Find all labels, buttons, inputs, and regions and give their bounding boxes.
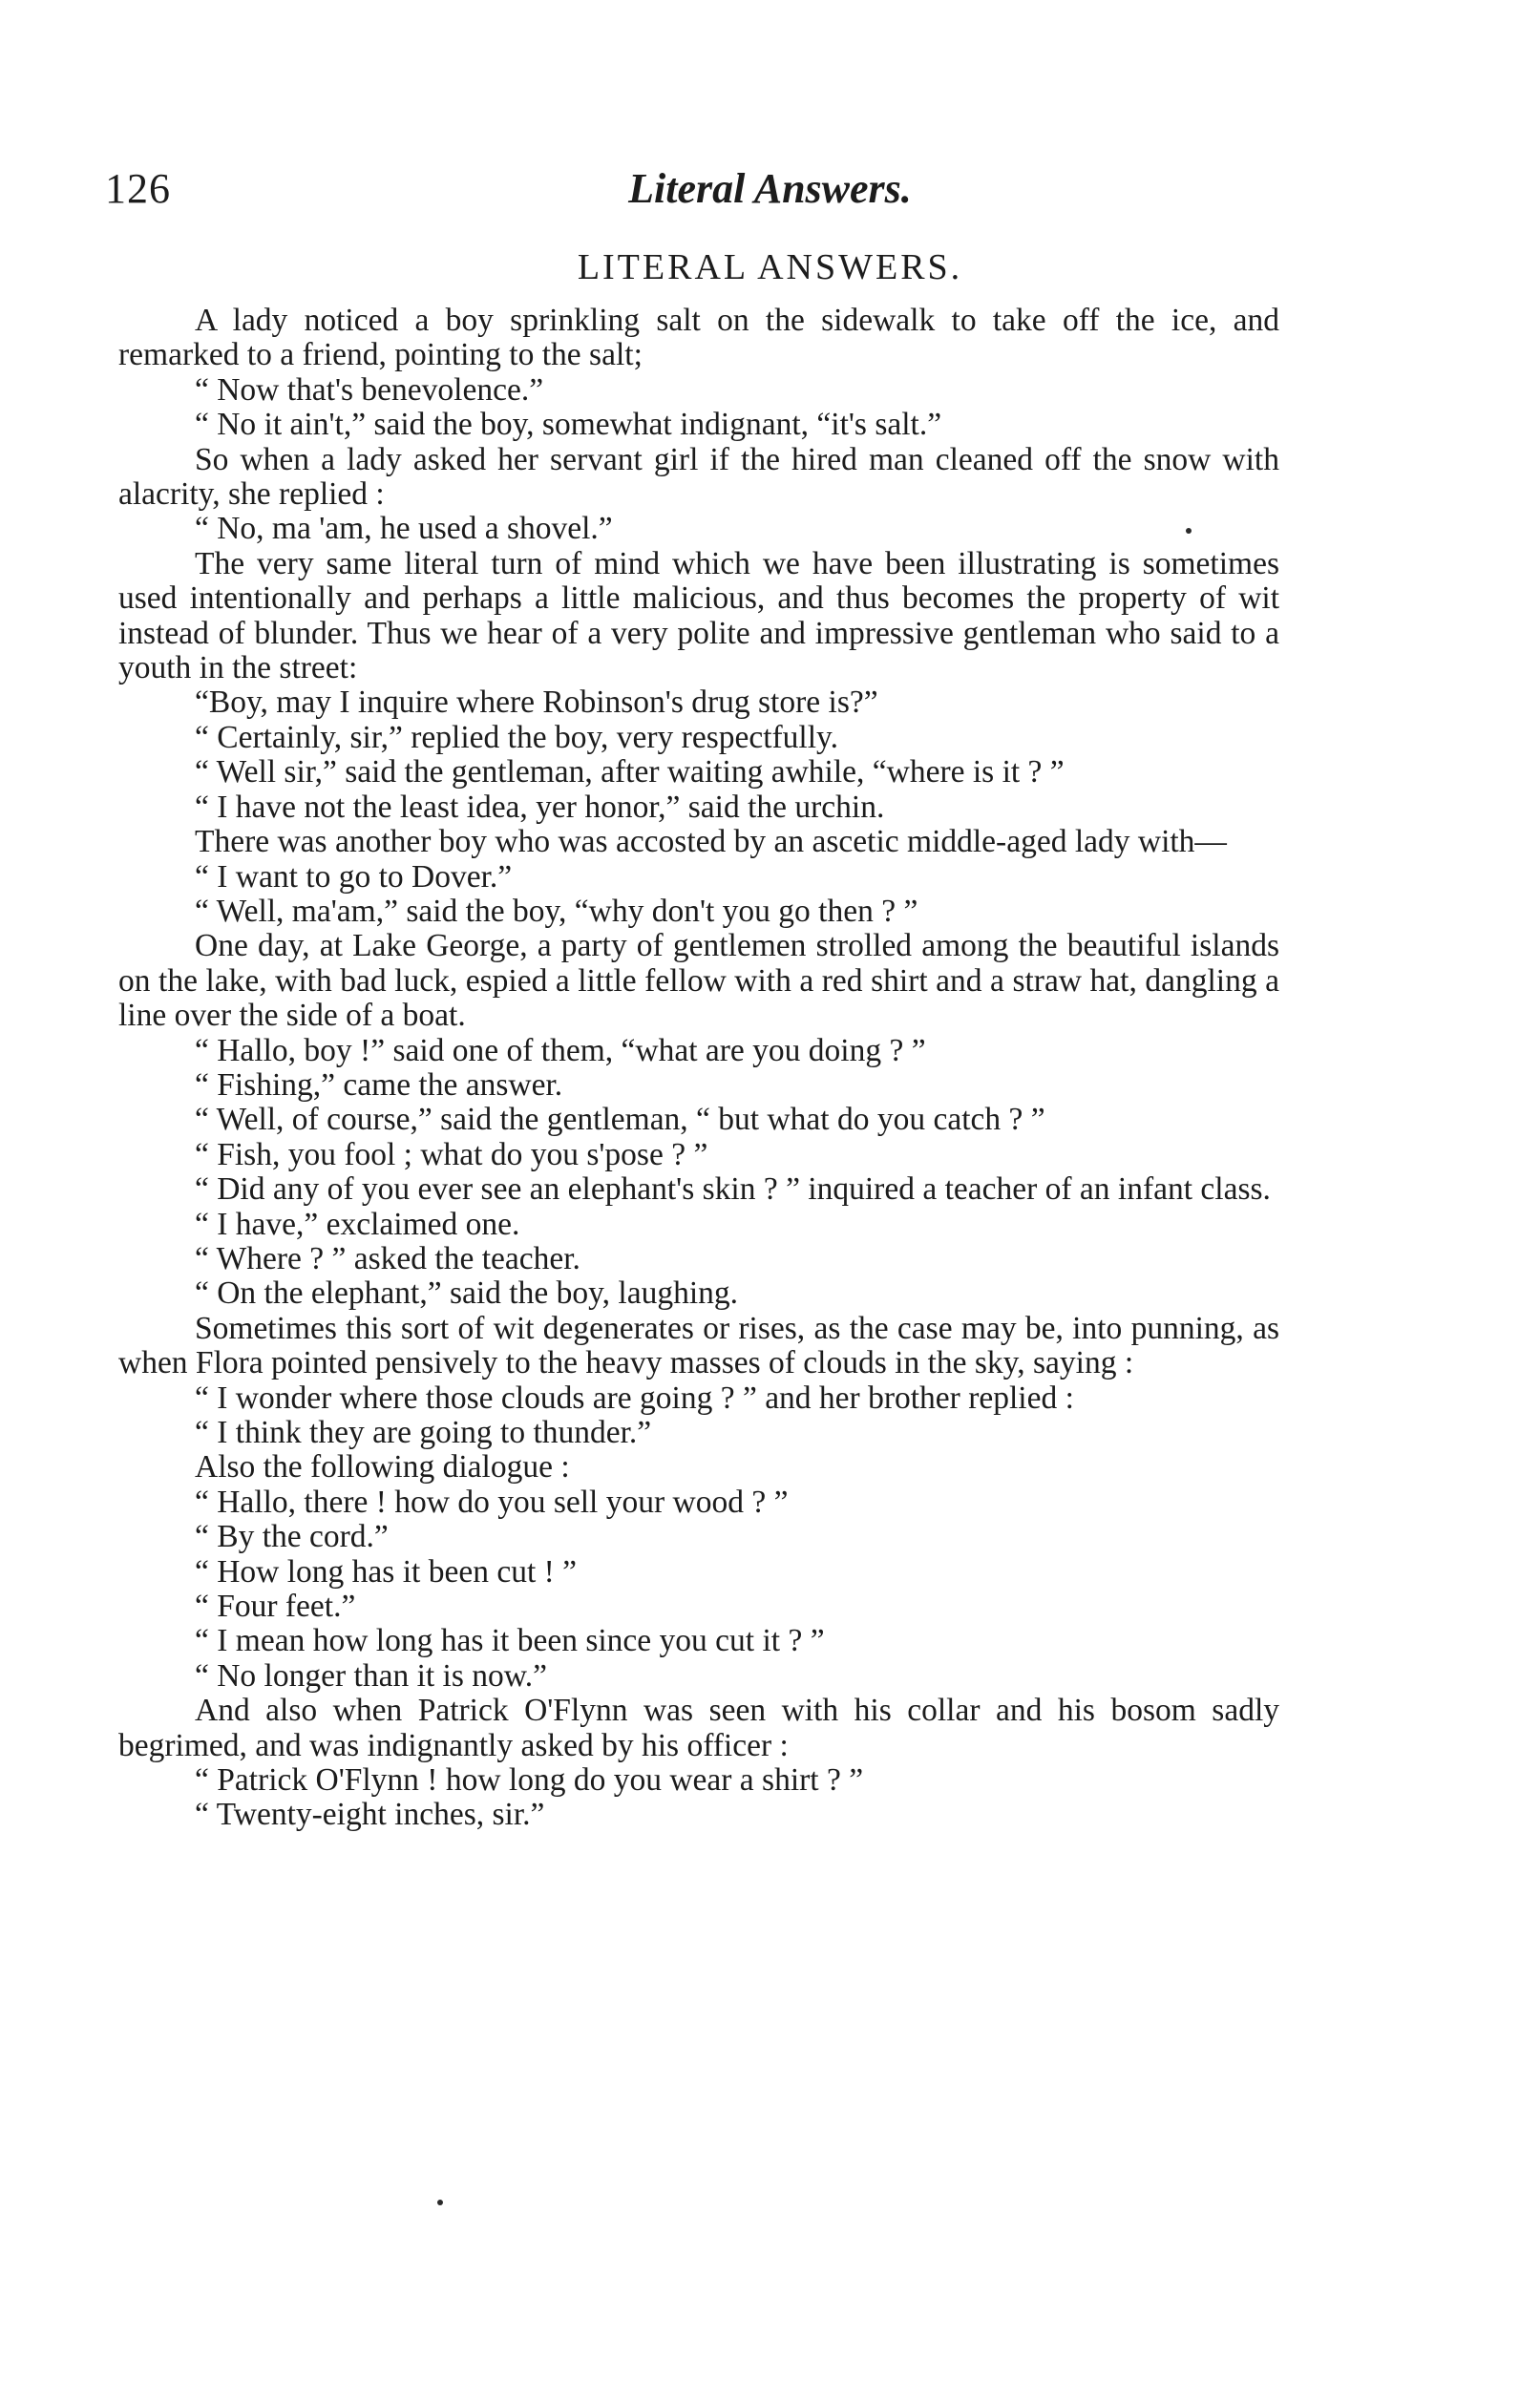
print-speck xyxy=(1186,528,1192,534)
paragraph: Also the following dialogue : xyxy=(195,1449,570,1485)
page-number: 126 xyxy=(105,165,171,212)
dialogue-line: “ Hallo, there ! how do you sell your wood ? ” xyxy=(195,1484,789,1520)
paragraph: “ Did any of you ever see an elephant's skin ? ” inquired a teacher of an infant class. xyxy=(195,1171,1271,1208)
dialogue-line: “ Now that's benevolence.” xyxy=(195,371,544,408)
dialogue-line: “ I have,” exclaimed one. xyxy=(195,1206,520,1242)
dialogue-line: “ No, ma 'am, he used a shovel.” xyxy=(195,511,613,547)
print-speck xyxy=(437,2200,443,2205)
dialogue-line: “ No longer than it is now.” xyxy=(195,1657,548,1694)
dialogue-line: “ Fishing,” came the answer. xyxy=(195,1066,563,1103)
dialogue-line: “ Well, ma'am,” said the boy, “why don't you go then ? ” xyxy=(195,893,918,929)
dialogue-line: “ Four feet.” xyxy=(195,1589,356,1625)
dialogue-line: “ I mean how long has it been since you cut it ? ” xyxy=(195,1623,825,1659)
paragraph: So when a lady asked her servant girl if the hired man cleaned off the snow with alacrity, she replied : xyxy=(118,441,1279,513)
paragraph: And also when Patrick O'Flynn was seen with his collar and his bosom sadly begrimed, and was indignantly asked by his officer : xyxy=(118,1693,1279,1763)
dialogue-line: “ Fish, you fool ; what do you s'pose ? ” xyxy=(195,1136,708,1172)
dialogue-line: “ Well sir,” said the gentleman, after waiting awhile, “where is it ? ” xyxy=(195,754,1065,790)
dialogue-line: “Boy, may I inquire where Robinson's drug store is?” xyxy=(195,685,878,721)
dialogue-line: “ Well, of course,” said the gentleman, “ but what do you catch ? ” xyxy=(195,1102,1045,1138)
dialogue-line: “ I think they are going to thunder.” xyxy=(195,1415,652,1450)
dialogue-line: “ On the elephant,” said the boy, laughing. xyxy=(195,1275,739,1312)
paragraph: The very same literal turn of mind which we have been illustrating is sometimes used intentionally and perhaps a little malicious, and thus becomes the property of wit instead of blunder. Thus we hear of a very polite and impressive gentleman who said to a youth in the street: xyxy=(118,545,1279,686)
dialogue-line: “ Where ? ” asked the teacher. xyxy=(195,1240,580,1276)
running-head: Literal Answers. xyxy=(628,165,912,212)
dialogue-line: “ I wonder where those clouds are going ? ” and her brother replied : xyxy=(195,1380,1074,1416)
dialogue-line: “ Twenty-eight inches, sir.” xyxy=(195,1797,545,1833)
article-body xyxy=(118,304,1279,1833)
dialogue-line: “ How long has it been cut ! ” xyxy=(195,1553,578,1590)
paragraph: One day, at Lake George, a party of gentlemen strolled among the beautiful islands on the lake, with bad luck, espied a little fellow with a red shirt and a straw hat, dangling a line over the side of a boat. xyxy=(118,928,1279,1034)
article-title: LITERAL ANSWERS. xyxy=(577,247,963,287)
dialogue-line: “ I have not the least idea, yer honor,” said the urchin. xyxy=(195,789,885,825)
dialogue-line: “ Patrick O'Flynn ! how long do you wear a shirt ? ” xyxy=(195,1762,864,1799)
dialogue-line: “ By the cord.” xyxy=(195,1519,389,1555)
paragraph: There was another boy who was accosted by an ascetic middle-aged lady with— xyxy=(195,824,1227,860)
paragraph: A lady noticed a boy sprinkling salt on the sidewalk to take off the ice, and remarked to a friend, pointing to the salt; xyxy=(118,303,1279,373)
dialogue-line: “ Certainly, sir,” replied the boy, very respectfully. xyxy=(195,719,838,755)
dialogue-line: “ Hallo, boy !” said one of them, “what are you doing ? ” xyxy=(195,1032,926,1068)
paragraph: Sometimes this sort of wit degenerates or rises, as the case may be, into punning, as when Flora pointed pensively to the heavy masses of clouds in the sky, saying : xyxy=(118,1310,1279,1381)
dialogue-line: “ I want to go to Dover.” xyxy=(195,858,513,895)
dialogue-line: “ No it ain't,” said the boy, somewhat indignant, “it's salt.” xyxy=(195,407,942,443)
